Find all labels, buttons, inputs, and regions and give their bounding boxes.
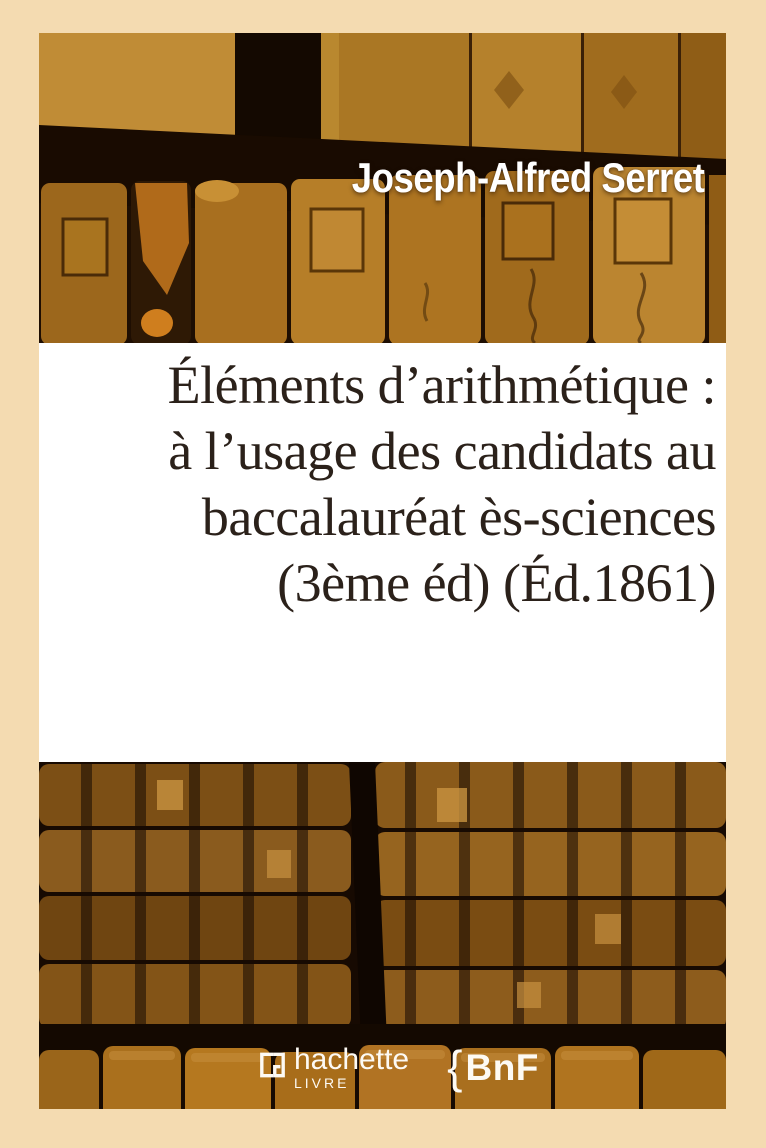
hachette-square-h-icon xyxy=(259,1047,286,1083)
bnf-logo xyxy=(447,1041,539,1093)
title-line-2: à l’usage des candidats au xyxy=(168,421,716,481)
bnf-brace-icon: { xyxy=(447,1041,463,1093)
publisher-logos xyxy=(259,1041,539,1093)
hachette-wordmark-group xyxy=(294,1043,410,1091)
bnf-wordmark: BnF xyxy=(465,1047,539,1088)
book-cover xyxy=(39,33,726,1109)
hachette-livre-logo xyxy=(259,1043,410,1091)
title-line-4: (3ème éd) (Éd.1861) xyxy=(277,553,716,613)
hachette-wordmark: hachette xyxy=(294,1043,410,1076)
hachette-livre-label: LIVRE xyxy=(294,1075,350,1091)
title-line-3: baccalauréat ès-sciences xyxy=(201,487,716,547)
author-name: Joseph-Alfred Serret xyxy=(351,154,704,201)
title-band xyxy=(39,343,726,762)
title-line-1: Éléments d’arithmétique : xyxy=(167,355,716,415)
